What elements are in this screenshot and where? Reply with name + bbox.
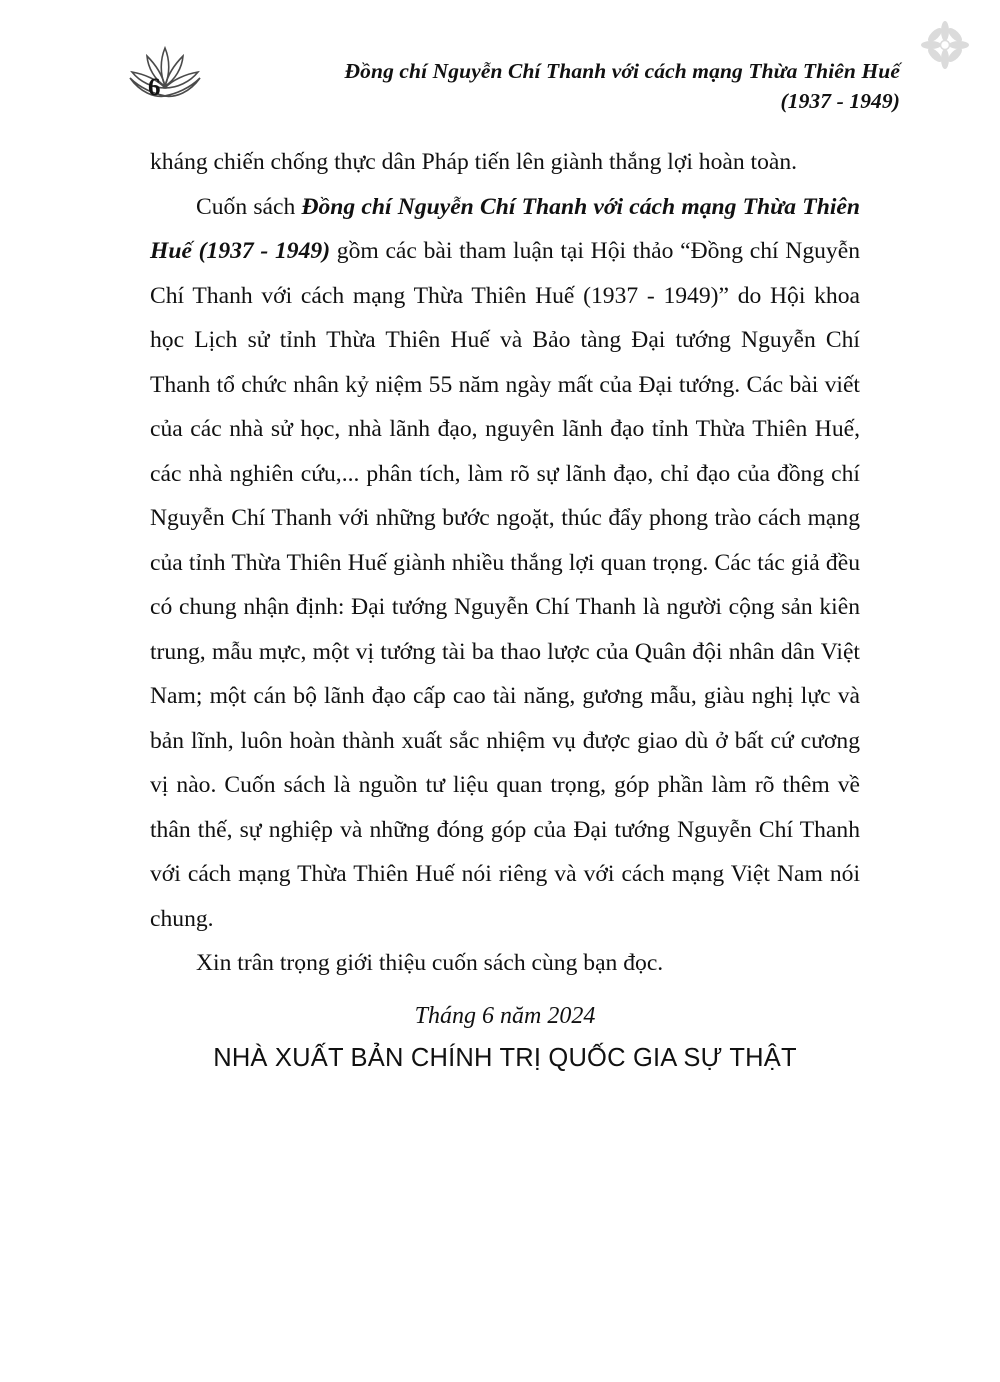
- flower-ornament-icon: [920, 20, 970, 70]
- running-title-line2: (1937 - 1949): [780, 89, 900, 113]
- paragraph-lead: Cuốn sách: [196, 193, 302, 220]
- signature-publisher: NHÀ XUẤT BẢN CHÍNH TRỊ QUỐC GIA SỰ THẬT: [213, 1044, 797, 1072]
- page-number: 6: [148, 74, 161, 101]
- lotus-icon: [110, 38, 220, 110]
- page-header: [100, 38, 900, 118]
- paragraph-book-description: [150, 185, 860, 942]
- page-body: [150, 140, 860, 986]
- book-title: Đồng chí Nguyễn Chí Thanh với cách mạng Thừa Thiên Huế (1937 - 1949): [150, 193, 860, 264]
- paragraph-continuation: kháng chiến chống thực dân Pháp tiến lên giành thắng lợi hoàn toàn.: [150, 149, 798, 175]
- running-title-line1: Đồng chí Nguyễn Chí Thanh với cách mạng Thừa Thiên Huế: [344, 59, 900, 83]
- signature-date: Tháng 6 năm 2024: [414, 1003, 596, 1029]
- paragraph-closing: Xin trân trọng giới thiệu cuốn sách cùng bạn đọc.: [196, 950, 664, 976]
- paragraph-rest: gồm các bài tham luận tại Hội thảo “Đồng chí Nguyễn Chí Thanh với cách mạng Thừa Thiên Huế (1937 - 1949)” do Hội khoa học Lịch sử tỉnh Thừa Thiên Huế và Bảo tàng Đại tướng Nguyễn Chí Thanh tổ chức nhân kỷ niệm 55 năm ngày mất của Đại tướng. Các bài viết của các nhà sử học, nhà lãnh đạo, nguyên lãnh đạo tỉnh Thừa Thiên Huế, các nhà nghiên cứu,... phân tích, làm rõ sự lãnh đạo, chỉ đạo của đồng chí Nguyễn Chí Thanh với những bước ngoặt, thúc đẩy phong trào cách mạng của tỉnh Thừa Thiên Huế giành nhiều thắng lợi quan trọng. Các tác giả đều có chung nhận định: Đại tướng Nguyễn Chí Thanh là người cộng sản kiên trung, mẫu mực, một vị tướng tài ba thao lược của Quân đội nhân dân Việt Nam; một cán bộ lãnh đạo cấp cao tài năng, gương mẫu, giàu nghị lực và bản lĩnh, luôn hoàn thành xuất sắc nhiệm vụ được giao dù ở bất cứ cương vị nào. Cuốn sách là nguồn tư liệu quan trọng, góp phần làm rõ thêm về thân thế, sự nghiệp và những đóng góp của Đại tướng Nguyễn Chí Thanh với cách mạng Thừa Thiên Huế nói riêng và với cách mạng Việt Nam nói chung.: [150, 238, 860, 932]
- running-title: [280, 56, 900, 116]
- signature-block: [150, 998, 860, 1078]
